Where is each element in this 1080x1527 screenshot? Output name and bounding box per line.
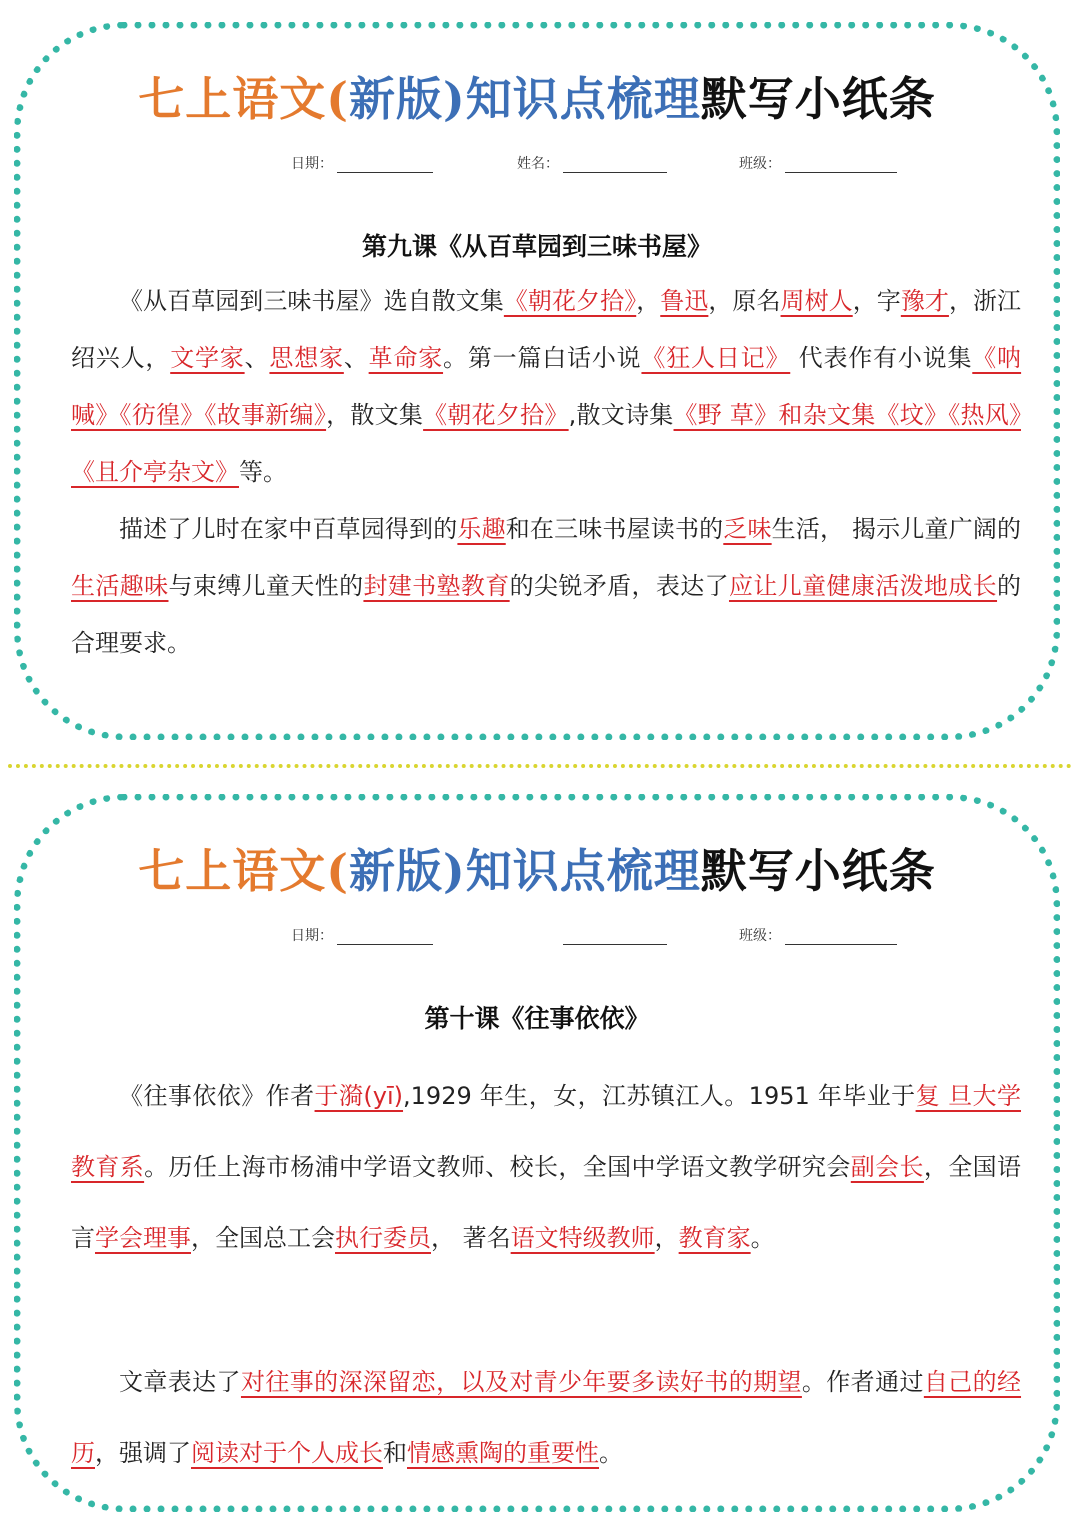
keyword-answer: 乏味 xyxy=(723,515,772,543)
text-segment: ，全国总工会 xyxy=(191,1224,335,1252)
class-field[interactable] xyxy=(739,925,897,945)
date-label: 日期： xyxy=(291,156,333,172)
note-card-lesson-9 xyxy=(14,22,1060,740)
text-segment: ,1929 年生，女，江苏镇江人。1951 年毕业于 xyxy=(403,1082,916,1110)
paragraph-summary xyxy=(71,1347,1021,1489)
text-segment: 。 xyxy=(599,1439,623,1467)
note-card-lesson-10 xyxy=(14,794,1060,1512)
text-segment: 与束缚儿童天性的 xyxy=(168,572,364,600)
text-segment: ，浙江绍兴人， xyxy=(71,287,1022,372)
text-segment: 。历任上海市杨浦中学语文教师、校长，全国中学语文教学研究会 xyxy=(144,1153,851,1181)
text-segment: 生活， 揭示儿童广阔的 xyxy=(771,515,1021,543)
text-segment: 代表作有小说集 xyxy=(790,344,973,372)
text-segment: 描述了儿时在家中百草园得到的 xyxy=(119,515,458,543)
keyword-answer: 《朝花夕拾》 xyxy=(423,401,569,429)
text-segment: 。作者通过 xyxy=(801,1368,924,1396)
class-label: 班级： xyxy=(739,156,781,172)
title-part-2: 新版)知识点梳理 xyxy=(349,844,701,898)
keyword-answer: 《野 草》和杂文集《坟》《热风》《且介亭杂文》 xyxy=(71,401,1021,486)
text-segment: ,散文诗集 xyxy=(568,401,674,429)
keyword-answer: 封建书塾教育 xyxy=(363,572,510,600)
keyword-answer: 学会理事 xyxy=(95,1224,191,1252)
name-field[interactable] xyxy=(517,153,667,173)
text-segment: 。 xyxy=(750,1224,775,1252)
keyword-answer: 豫才 xyxy=(900,287,949,315)
class-label: 班级： xyxy=(739,928,781,944)
keyword-answer: 应让儿童健康活泼地成长 xyxy=(728,572,998,600)
title-part-3: 默写小纸条 xyxy=(700,72,936,126)
keyword-answer: 复 旦大学教育系 xyxy=(71,1082,1021,1181)
text-segment: ，字 xyxy=(852,287,901,315)
text-segment: ， xyxy=(654,1224,679,1252)
keyword-answer: 乐趣 xyxy=(457,515,506,543)
keyword-answer: 对往事的深深留恋，以及对青少年要多读好书的期望 xyxy=(240,1368,802,1396)
text-segment: ， xyxy=(636,287,661,315)
text-segment: 《往事依依》作者 xyxy=(119,1082,315,1110)
keyword-answer: 于漪(yī) xyxy=(314,1082,404,1110)
keyword-answer: 教育家 xyxy=(678,1224,751,1252)
text-segment: ，全国语言 xyxy=(71,1153,1022,1252)
name-blank[interactable] xyxy=(563,156,667,173)
text-segment: ，散文集 xyxy=(326,401,424,429)
page-title xyxy=(21,835,1053,901)
title-part-2: 新版)知识点梳理 xyxy=(349,72,701,126)
title-part-1: 七上语文( xyxy=(138,844,349,898)
keyword-answer: 《朝花夕拾》 xyxy=(503,287,637,315)
date-field[interactable] xyxy=(291,925,433,945)
keyword-answer: 阅读对于个人成长 xyxy=(191,1439,383,1467)
dotted-divider xyxy=(8,764,1072,768)
date-blank[interactable] xyxy=(337,156,433,173)
keyword-answer: 生活趣味 xyxy=(71,572,169,600)
keyword-answer: 思想家 xyxy=(269,344,344,372)
text-segment: ，原名 xyxy=(708,287,781,315)
name-field[interactable] xyxy=(517,925,667,945)
form-fields xyxy=(21,925,1053,949)
form-fields xyxy=(21,153,1053,177)
class-blank[interactable] xyxy=(785,156,897,173)
keyword-answer: 《狂人日记》 xyxy=(641,344,791,372)
name-label: 姓名： xyxy=(517,156,559,172)
text-segment: 。第一篇白话小说 xyxy=(443,344,642,372)
name-blank[interactable] xyxy=(563,928,667,945)
keyword-answer: 副会长 xyxy=(850,1153,924,1181)
keyword-answer: 《呐喊》《彷徨》《故事新编》 xyxy=(71,344,1022,429)
title-part-1: 七上语文( xyxy=(138,72,349,126)
text-segment: 等。 xyxy=(239,458,287,486)
text-segment: 文章表达了 xyxy=(119,1368,241,1396)
keyword-answer: 鲁迅 xyxy=(660,287,709,315)
title-part-3: 默写小纸条 xyxy=(700,844,936,898)
date-label: 日期： xyxy=(291,928,333,944)
text-segment: 、 xyxy=(244,344,270,372)
text-segment: 的合理要求。 xyxy=(71,572,1022,657)
class-field[interactable] xyxy=(739,153,897,173)
text-segment: ， 著名 xyxy=(431,1224,511,1252)
keyword-answer: 自己的经历 xyxy=(71,1368,1022,1467)
lesson-title: 第九课《从百草园到三味书屋》 xyxy=(361,232,712,261)
text-segment: 和 xyxy=(383,1439,407,1467)
paragraph-summary xyxy=(71,501,1021,672)
text-segment: ，强调了 xyxy=(95,1439,191,1467)
keyword-answer: 周树人 xyxy=(780,287,853,315)
page-title xyxy=(21,63,1053,129)
date-field[interactable] xyxy=(291,153,433,173)
keyword-answer: 执行委员 xyxy=(335,1224,431,1252)
date-blank[interactable] xyxy=(337,928,433,945)
paragraph-author-intro xyxy=(71,273,1021,501)
text-segment: 《从百草园到三味书屋》选自散文集 xyxy=(119,287,504,315)
class-blank[interactable] xyxy=(785,928,897,945)
paragraph-author-intro xyxy=(71,1061,1021,1274)
keyword-answer: 革命家 xyxy=(368,344,444,372)
text-segment: 、 xyxy=(343,344,369,372)
text-segment: 和在三味书屋读书的 xyxy=(505,515,724,543)
keyword-answer: 语文特级教师 xyxy=(510,1224,655,1252)
keyword-answer: 文学家 xyxy=(170,344,245,372)
text-segment: 的尖锐矛盾，表达了 xyxy=(509,572,729,600)
keyword-answer: 情感熏陶的重要性 xyxy=(407,1439,599,1467)
lesson-title: 第十课《往事依依》 xyxy=(424,1004,650,1033)
